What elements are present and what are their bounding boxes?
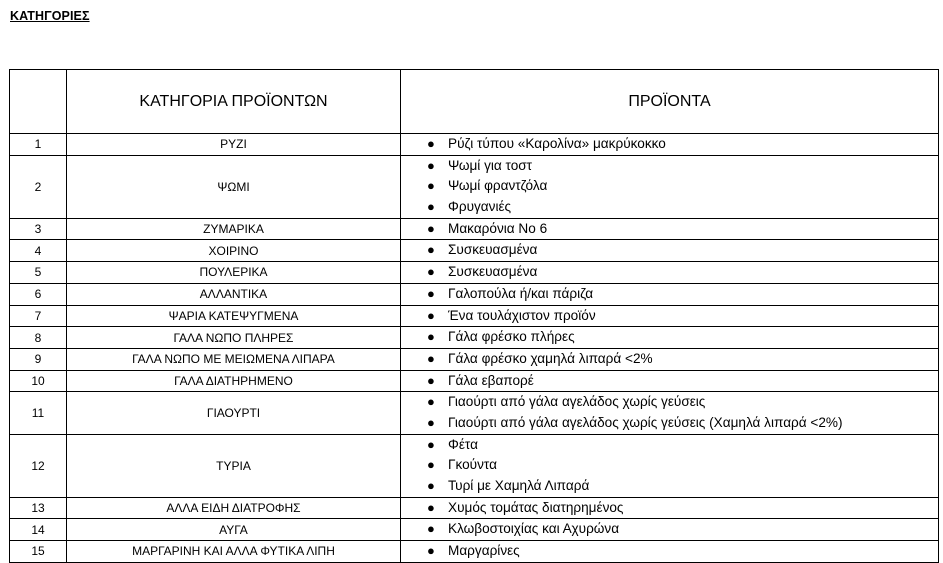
row-products xyxy=(401,497,939,519)
product-item xyxy=(401,371,938,392)
row-number: 13 xyxy=(10,497,67,519)
bullet-icon: ● xyxy=(427,394,435,410)
bullet-icon: ● xyxy=(427,220,435,236)
row-category: ΓΑΛΑ ΝΩΠΟ ΠΛΗΡΕΣ xyxy=(67,327,401,349)
row-number: 14 xyxy=(10,519,67,541)
bullet-icon: ● xyxy=(427,499,435,515)
row-category: ΓΙΑΟΥΡΤΙ xyxy=(67,392,401,434)
row-category: ΑΛΛΑ ΕΙΔΗ ΔΙΑΤΡΟΦΗΣ xyxy=(67,497,401,519)
row-number: 6 xyxy=(10,283,67,305)
table-row xyxy=(10,434,939,497)
row-category: ΨΑΡΙΑ ΚΑΤΕΨΥΓΜΕΝΑ xyxy=(67,305,401,327)
header-products: ΠΡΟΪΟΝΤΑ xyxy=(401,70,939,134)
row-products xyxy=(401,134,939,156)
row-number: 9 xyxy=(10,348,67,370)
row-category: ΠΟΥΛΕΡΙΚΑ xyxy=(67,262,401,284)
product-list xyxy=(401,392,938,433)
table-body xyxy=(10,134,939,563)
product-item xyxy=(401,519,938,540)
table-row xyxy=(10,283,939,305)
header-number xyxy=(10,70,67,134)
table-row xyxy=(10,327,939,349)
product-list xyxy=(401,306,938,327)
product-item xyxy=(401,134,938,155)
row-products xyxy=(401,392,939,434)
row-products xyxy=(401,541,939,563)
product-list xyxy=(401,435,938,497)
row-category: ΧΟΙΡΙΝΟ xyxy=(67,240,401,262)
bullet-icon: ● xyxy=(427,414,435,430)
product-item xyxy=(401,476,938,497)
row-products xyxy=(401,218,939,240)
bullet-icon: ● xyxy=(427,199,435,215)
row-number: 4 xyxy=(10,240,67,262)
row-products xyxy=(401,327,939,349)
bullet-icon: ● xyxy=(427,307,435,323)
row-products xyxy=(401,262,939,284)
product-item xyxy=(401,284,938,305)
table-row xyxy=(10,370,939,392)
row-number: 2 xyxy=(10,155,67,218)
bullet-icon: ● xyxy=(427,521,435,537)
product-name: Κλωβοστοιχίας και Αχυρώνα xyxy=(448,521,620,537)
product-name: Γιαούρτι από γάλα αγελάδος χωρίς γεύσεις (Χαμηλά λιπαρά <2%) xyxy=(448,414,843,430)
table-row xyxy=(10,155,939,218)
product-item xyxy=(401,455,938,476)
product-name: Χυμός τομάτας διατηρημένος xyxy=(448,499,624,515)
row-number: 3 xyxy=(10,218,67,240)
product-name: Μαργαρίνες xyxy=(448,543,520,559)
product-name: Γάλα φρέσκο πλήρες xyxy=(448,329,575,345)
product-name: Φρυγανιές xyxy=(448,199,512,215)
row-number: 10 xyxy=(10,370,67,392)
row-number: 11 xyxy=(10,392,67,434)
bullet-icon: ● xyxy=(427,329,435,345)
row-category: ΤΥΡΙΑ xyxy=(67,434,401,497)
product-list xyxy=(401,156,938,218)
header-category: ΚΑΤΗΓΟΡΙΑ ΠΡΟΪΟΝΤΩΝ xyxy=(67,70,401,134)
product-list xyxy=(401,349,938,370)
bullet-icon: ● xyxy=(427,136,435,151)
product-list xyxy=(401,262,938,283)
row-category: ΓΑΛΑ ΝΩΠΟ ΜΕ ΜΕΙΩΜΕΝΑ ΛΙΠΑΡΑ xyxy=(67,348,401,370)
product-name: Ρύζι τύπου «Καρολίνα» μακρύκοκκο xyxy=(448,136,666,151)
product-item xyxy=(401,435,938,456)
product-item xyxy=(401,413,938,434)
categories-table xyxy=(9,69,939,563)
product-name: Ψωμί για τοστ xyxy=(448,157,533,173)
product-name: Φέτα xyxy=(448,436,478,452)
product-name: Γαλοπούλα ή/και πάριζα xyxy=(448,285,594,301)
product-list xyxy=(401,327,938,348)
product-list xyxy=(401,134,938,155)
row-category: ΖΥΜΑΡΙΚΑ xyxy=(67,218,401,240)
product-list xyxy=(401,219,938,240)
row-category: ΑΥΓΑ xyxy=(67,519,401,541)
row-category: ΓΑΛΑ ΔΙΑΤΗΡΗΜΕΝΟ xyxy=(67,370,401,392)
page-title: ΚΑΤΗΓΟΡΙΕΣ xyxy=(10,9,90,23)
product-item xyxy=(401,219,938,240)
row-products xyxy=(401,155,939,218)
product-item xyxy=(401,197,938,218)
product-list xyxy=(401,371,938,392)
product-name: Γάλα εβαπορέ xyxy=(448,372,534,388)
bullet-icon: ● xyxy=(427,242,435,258)
bullet-icon: ● xyxy=(427,372,435,388)
row-category: ΑΛΛΑΝΤΙΚΑ xyxy=(67,283,401,305)
table-header-row xyxy=(10,70,939,134)
product-name: Ψωμί φραντζόλα xyxy=(448,178,548,194)
product-name: Ένα τουλάχιστον προϊόν xyxy=(448,307,596,323)
product-list xyxy=(401,240,938,261)
row-category: ΜΑΡΓΑΡΙΝΗ ΚΑΙ ΑΛΛΑ ΦΥΤΙΚΑ ΛΙΠΗ xyxy=(67,541,401,563)
product-item xyxy=(401,498,938,519)
product-list xyxy=(401,519,938,540)
row-number: 1 xyxy=(10,134,67,156)
product-item xyxy=(401,240,938,261)
row-category: ΨΩΜΙ xyxy=(67,155,401,218)
row-products xyxy=(401,348,939,370)
product-name: Συσκευασμένα xyxy=(448,264,538,280)
product-item xyxy=(401,262,938,283)
table-row xyxy=(10,240,939,262)
table-row xyxy=(10,134,939,156)
product-name: Συσκευασμένα xyxy=(448,242,538,258)
product-name: Γιαούρτι από γάλα αγελάδος χωρίς γεύσεις xyxy=(448,394,706,410)
table-row xyxy=(10,348,939,370)
product-item xyxy=(401,349,938,370)
bullet-icon: ● xyxy=(427,285,435,301)
bullet-icon: ● xyxy=(427,178,435,194)
bullet-icon: ● xyxy=(427,457,435,473)
bullet-icon: ● xyxy=(427,478,435,493)
row-products xyxy=(401,240,939,262)
product-name: Τυρί με Χαμηλά Λιπαρά xyxy=(448,478,590,493)
table-row xyxy=(10,541,939,563)
row-products xyxy=(401,370,939,392)
product-item xyxy=(401,176,938,197)
product-list xyxy=(401,284,938,305)
product-item xyxy=(401,392,938,413)
row-products xyxy=(401,305,939,327)
table-row xyxy=(10,519,939,541)
bullet-icon: ● xyxy=(427,350,435,366)
row-category: ΡΥΖΙ xyxy=(67,134,401,156)
table-row xyxy=(10,305,939,327)
bullet-icon: ● xyxy=(427,543,435,559)
bullet-icon: ● xyxy=(427,264,435,280)
row-number: 12 xyxy=(10,434,67,497)
table-row xyxy=(10,218,939,240)
product-list xyxy=(401,541,938,562)
product-item xyxy=(401,327,938,348)
row-number: 7 xyxy=(10,305,67,327)
row-products xyxy=(401,519,939,541)
product-name: Γκούντα xyxy=(448,457,497,473)
product-item xyxy=(401,156,938,177)
row-number: 5 xyxy=(10,262,67,284)
table-row xyxy=(10,262,939,284)
row-products xyxy=(401,283,939,305)
row-products xyxy=(401,434,939,497)
row-number: 15 xyxy=(10,541,67,563)
product-name: Γάλα φρέσκο χαμηλά λιπαρά <2% xyxy=(448,350,653,366)
table-row xyxy=(10,392,939,434)
bullet-icon: ● xyxy=(427,436,435,452)
bullet-icon: ● xyxy=(427,157,435,173)
product-item xyxy=(401,541,938,562)
table-row xyxy=(10,497,939,519)
product-list xyxy=(401,498,938,519)
product-name: Μακαρόνια Νο 6 xyxy=(448,220,548,236)
product-item xyxy=(401,306,938,327)
row-number: 8 xyxy=(10,327,67,349)
